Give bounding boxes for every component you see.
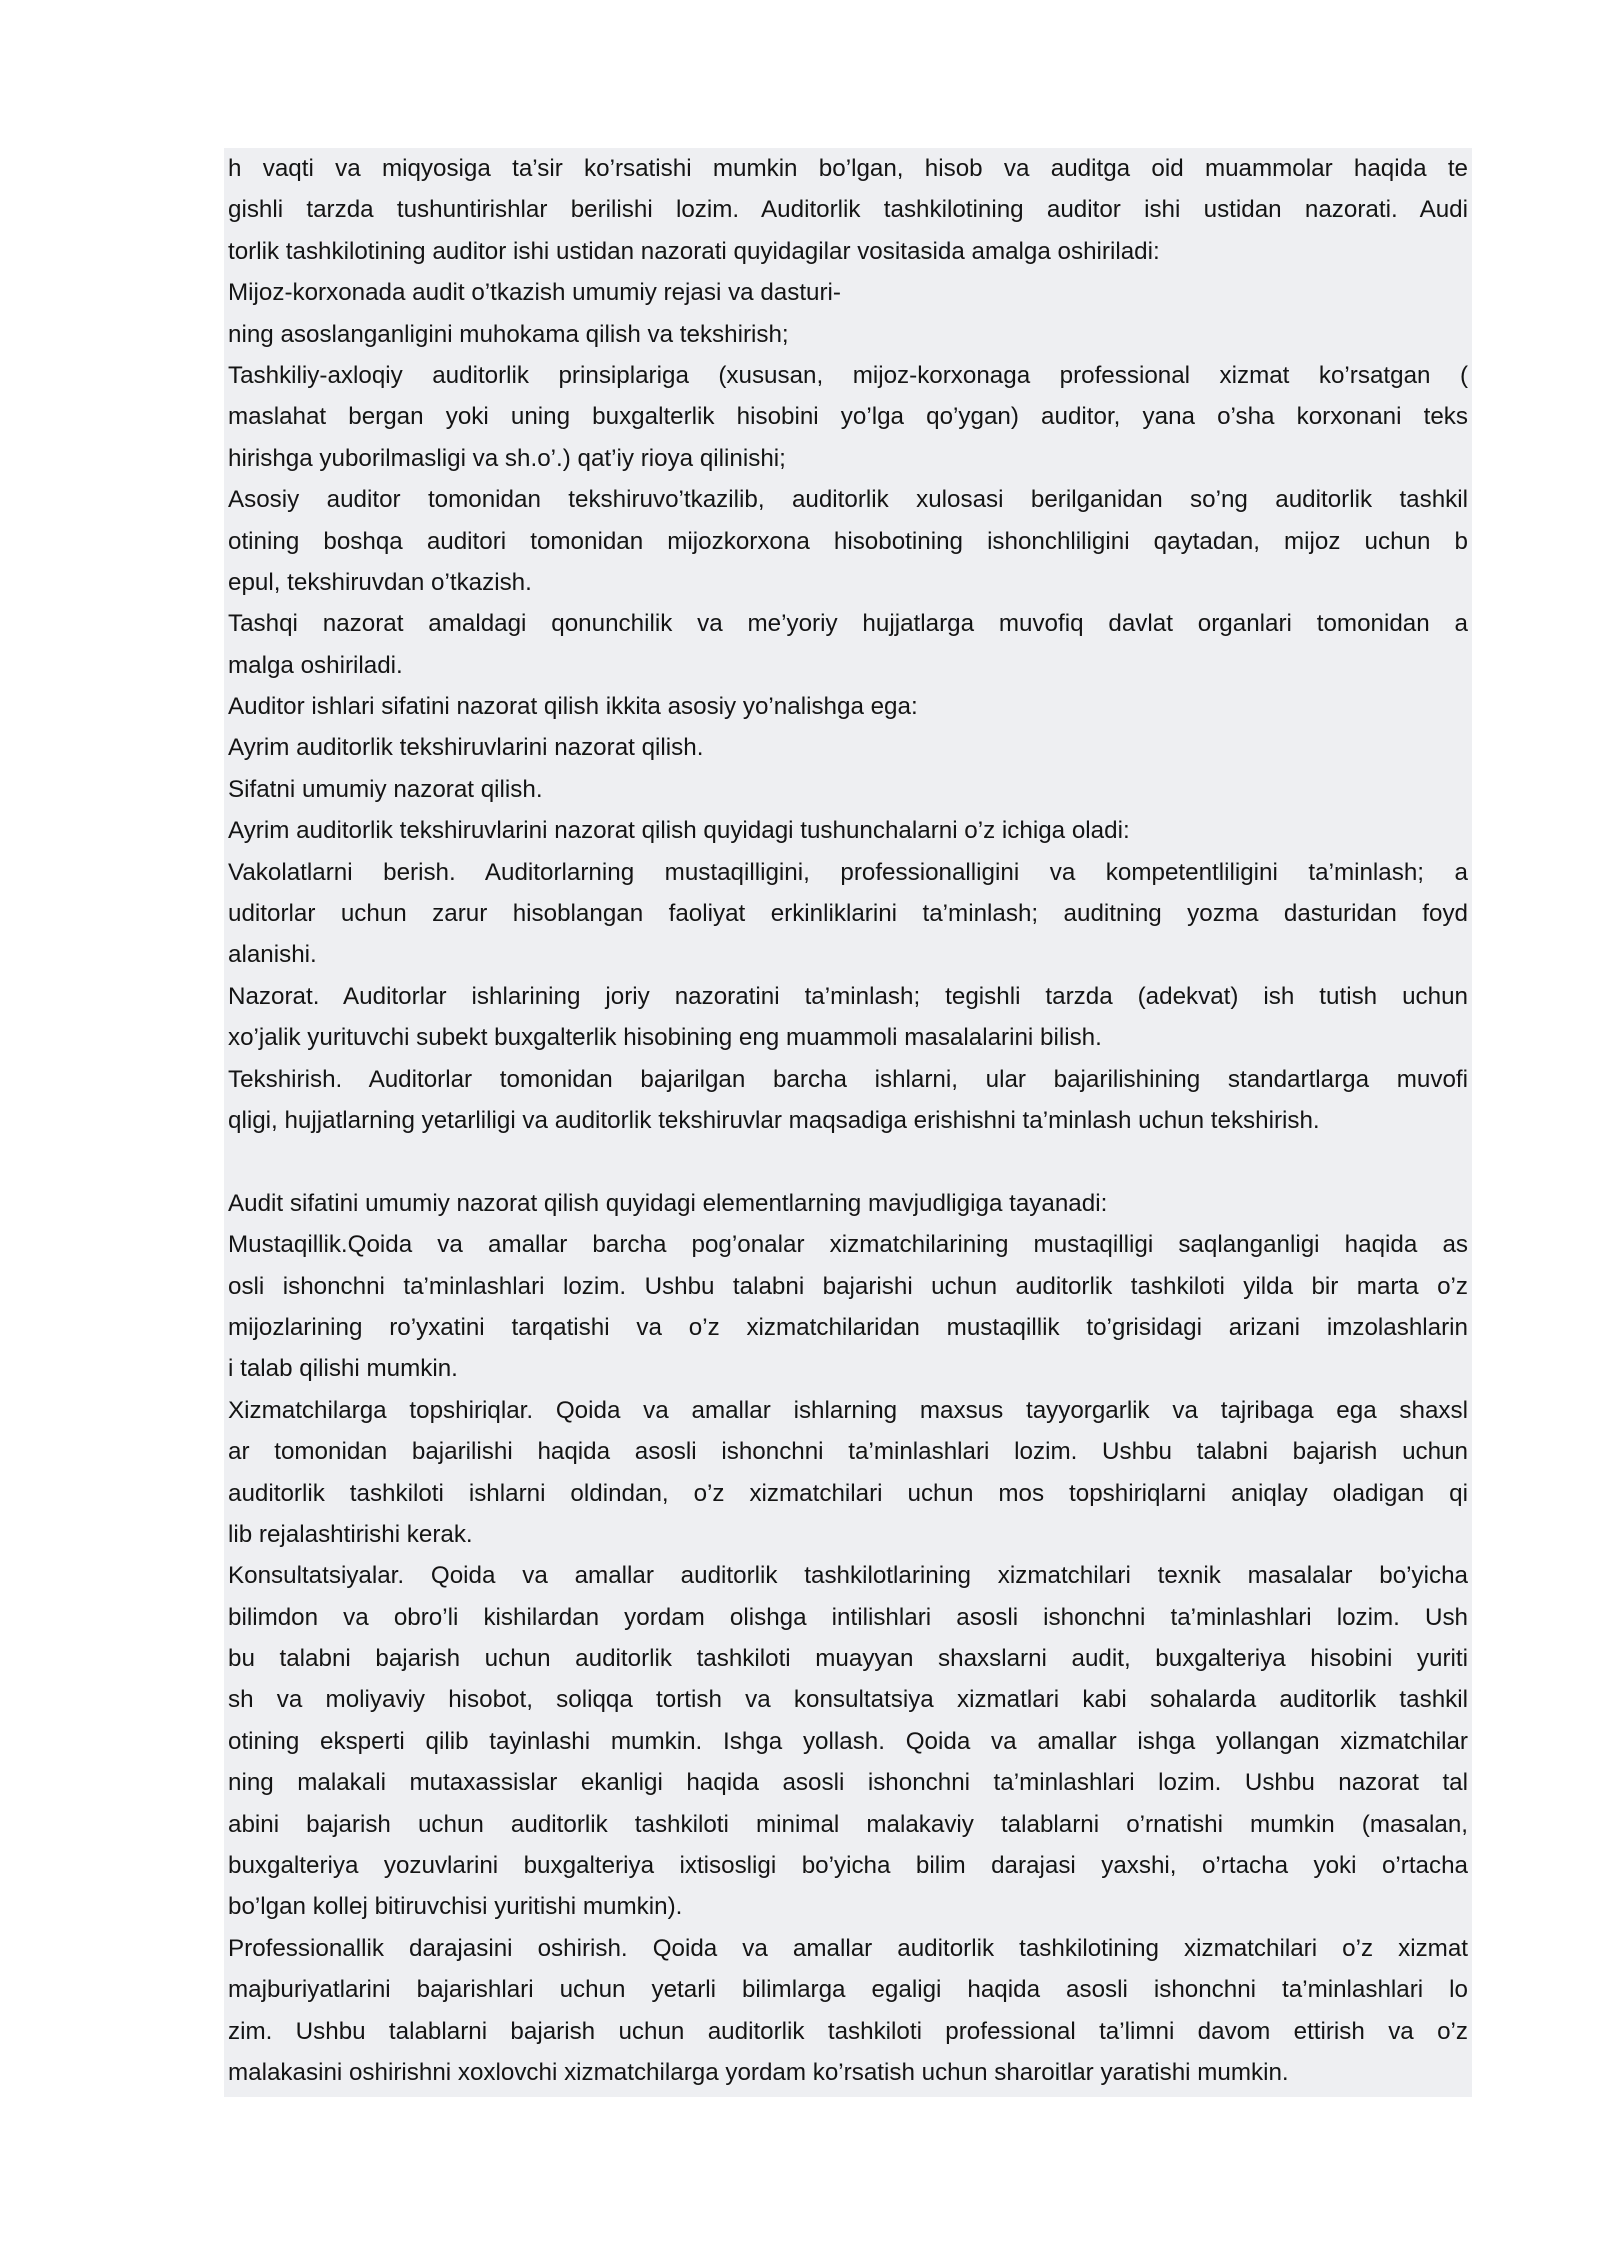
text-line: malga oshiriladi. — [228, 651, 403, 679]
text-line: Tashqi nazorat amaldagi qonunchilik va me’yoriy hujjatlarga muvofiq davlat organlari tomonidan a — [228, 610, 1468, 638]
text-line: abini bajarish uchun auditorlik tashkiloti minimal malakaviy talablarni o’rnatishi mumkin (masalan, — [228, 1810, 1468, 1838]
text-line: ning asoslanganligini muhokama qilish va tekshirish; — [228, 320, 789, 348]
text-line: Vakolatlarni berish. Auditorlarning mustaqilligini, professionalligini va kompetentliligini ta’minlash; a — [228, 858, 1468, 886]
document-text-block — [224, 148, 1472, 2097]
text-line: Xizmatchilarga topshiriqlar. Qoida va amallar ishlarning maxsus tayyorgarlik va tajribaga ega shaxsl — [228, 1396, 1468, 1424]
blank-line — [228, 1141, 1468, 1182]
text-line: qligi, hujjatlarning yetarliligi va auditorlik tekshiruvlar maqsadiga erishishni ta’minlash uchun tekshirish. — [228, 1106, 1320, 1134]
text-line: bilimdon va obro’li kishilardan yordam olishga intilishlari asosli ishonchni ta’minlashlari lozim. Ush — [228, 1603, 1468, 1631]
text-line: otining eksperti qilib tayinlashi mumkin. Ishga yollash. Qoida va amallar ishga yollangan xizmatchilar — [228, 1727, 1468, 1755]
text-line: Sifatni umumiy nazorat qilish. — [228, 775, 543, 803]
text-line: Audit sifatini umumiy nazorat qilish quyidagi elementlarning mavjudligiga tayanadi: — [228, 1189, 1108, 1217]
text-line: i talab qilishi mumkin. — [228, 1355, 458, 1383]
text-line: Ayrim auditorlik tekshiruvlarini nazorat qilish quyidagi tushunchalarni o’z ichiga oladi: — [228, 817, 1130, 845]
text-line: Nazorat. Auditorlar ishlarining joriy nazoratini ta’minlash; tegishli tarzda (adekvat) ish tutish uchun — [228, 982, 1468, 1010]
text-line: Mijoz-korxonada audit o’tkazish umumiy rejasi va dasturi- — [228, 279, 841, 307]
text-line: Asosiy auditor tomonidan tekshiruvo’tkazilib, auditorlik xulosasi berilganidan so’ng auditorlik tashkil — [228, 486, 1468, 514]
text-line: majburiyatlarini bajarishlari uchun yetarli bilimlarga egaligi haqida asosli ishonchni ta’minlashlari lo — [228, 1976, 1468, 2004]
text-line: Professionallik darajasini oshirish. Qoida va amallar auditorlik tashkilotining xizmatchilari o’z xizmat — [228, 1934, 1468, 1962]
text-line: alanishi. — [228, 941, 317, 969]
text-line: malakasini oshirishni xoxlovchi xizmatchilarga yordam ko’rsatish uchun sharoitlar yaratishi mumkin. — [228, 2058, 1289, 2086]
text-line: lib rejalashtirishi kerak. — [228, 1520, 473, 1548]
text-line: Konsultatsiyalar. Qoida va amallar auditorlik tashkilotlarining xizmatchilari texnik masalalar bo’yicha — [228, 1562, 1468, 1590]
text-line: auditorlik tashkiloti ishlarni oldindan, o’z xizmatchilari uchun mos topshiriqlarni aniqlay oladigan qi — [228, 1479, 1468, 1507]
text-line: epul, tekshiruvdan o’tkazish. — [228, 568, 532, 596]
text-line: torlik tashkilotining auditor ishi ustidan nazorati quyidagilar vositasida amalga oshiriladi: — [228, 237, 1160, 265]
text-line: buxgalteriya yozuvlarini buxgalteriya ixtisosligi bo’yicha bilim darajasi yaxshi, o’rtacha yoki o’rtacha — [228, 1852, 1468, 1880]
text-line: zim. Ushbu talablarni bajarish uchun auditorlik tashkiloti professional ta’limni davom ettirish va o’z — [228, 2017, 1468, 2045]
text-line: Tashkiliy-axloqiy auditorlik prinsiplariga (xususan, mijoz-korxonaga professional xizmat ko’rsatgan ( — [228, 361, 1468, 389]
text-line: h vaqti va miqyosiga ta’sir ko’rsatishi mumkin bo’lgan, hisob va auditga oid muammolar haqida te — [228, 155, 1468, 182]
text-line: ning malakali mutaxassislar ekanligi haqida asosli ishonchni ta’minlashlari lozim. Ushbu nazorat tal — [228, 1769, 1468, 1797]
text-line: Mustaqillik.Qoida va amallar barcha pog’onalar xizmatchilarining mustaqilligi saqlanganligi haqida as — [228, 1231, 1468, 1259]
text-line: bu talabni bajarish uchun auditorlik tashkiloti muayyan shaxslarni audit, buxgalteriya hisobini yuriti — [228, 1645, 1468, 1673]
text-line: sh va moliyaviy hisobot, soliqqa tortish va konsultatsiya xizmatlari kabi sohalarda auditorlik tashkil — [228, 1686, 1468, 1714]
text-line: otining boshqa auditori tomonidan mijozkorxona hisobotining ishonchliligini qaytadan, mijoz uchun b — [228, 527, 1468, 555]
text-line: osli ishonchni ta’minlashlari lozim. Ushbu talabni bajarishi uchun auditorlik tashkiloti yilda bir marta o’z — [228, 1272, 1468, 1300]
text-line: hirishga yuborilmasligi va sh.o’.) qat’iy rioya qilinishi; — [228, 444, 786, 472]
text-line: bo’lgan kollej bitiruvchisi yuritishi mumkin). — [228, 1893, 683, 1921]
text-line: gishli tarzda tushuntirishlar berilishi lozim. Auditorlik tashkilotining auditor ishi ustidan nazorati. Audi — [228, 196, 1468, 224]
text-line: ar tomonidan bajarilishi haqida asosli ishonchni ta’minlashlari lozim. Ushbu talabni bajarish uchun — [228, 1438, 1468, 1466]
text-line: Ayrim auditorlik tekshiruvlarini nazorat qilish. — [228, 734, 704, 762]
text-line: Auditor ishlari sifatini nazorat qilish ikkita asosiy yo’nalishga ega: — [228, 693, 918, 721]
text-line: Tekshirish. Auditorlar tomonidan bajarilgan barcha ishlarni, ular bajarilishining standartlarga muvofi — [228, 1065, 1468, 1093]
text-line: mijozlarining ro’yxatini tarqatishi va o’z xizmatchilaridan mustaqillik to’grisidagi arizani imzolashlarin — [228, 1313, 1468, 1341]
text-line: maslahat bergan yoki uning buxgalterlik hisobini yo’lga qo’ygan) auditor, yana o’sha korxonani teks — [228, 403, 1468, 431]
text-line: uditorlar uchun zarur hisoblangan faoliyat erkinliklarini ta’minlash; auditning yozma dasturidan foyd — [228, 900, 1468, 928]
text-line: xo’jalik yurituvchi subekt buxgalterlik hisobining eng muammoli masalalarini bilish. — [228, 1024, 1102, 1052]
